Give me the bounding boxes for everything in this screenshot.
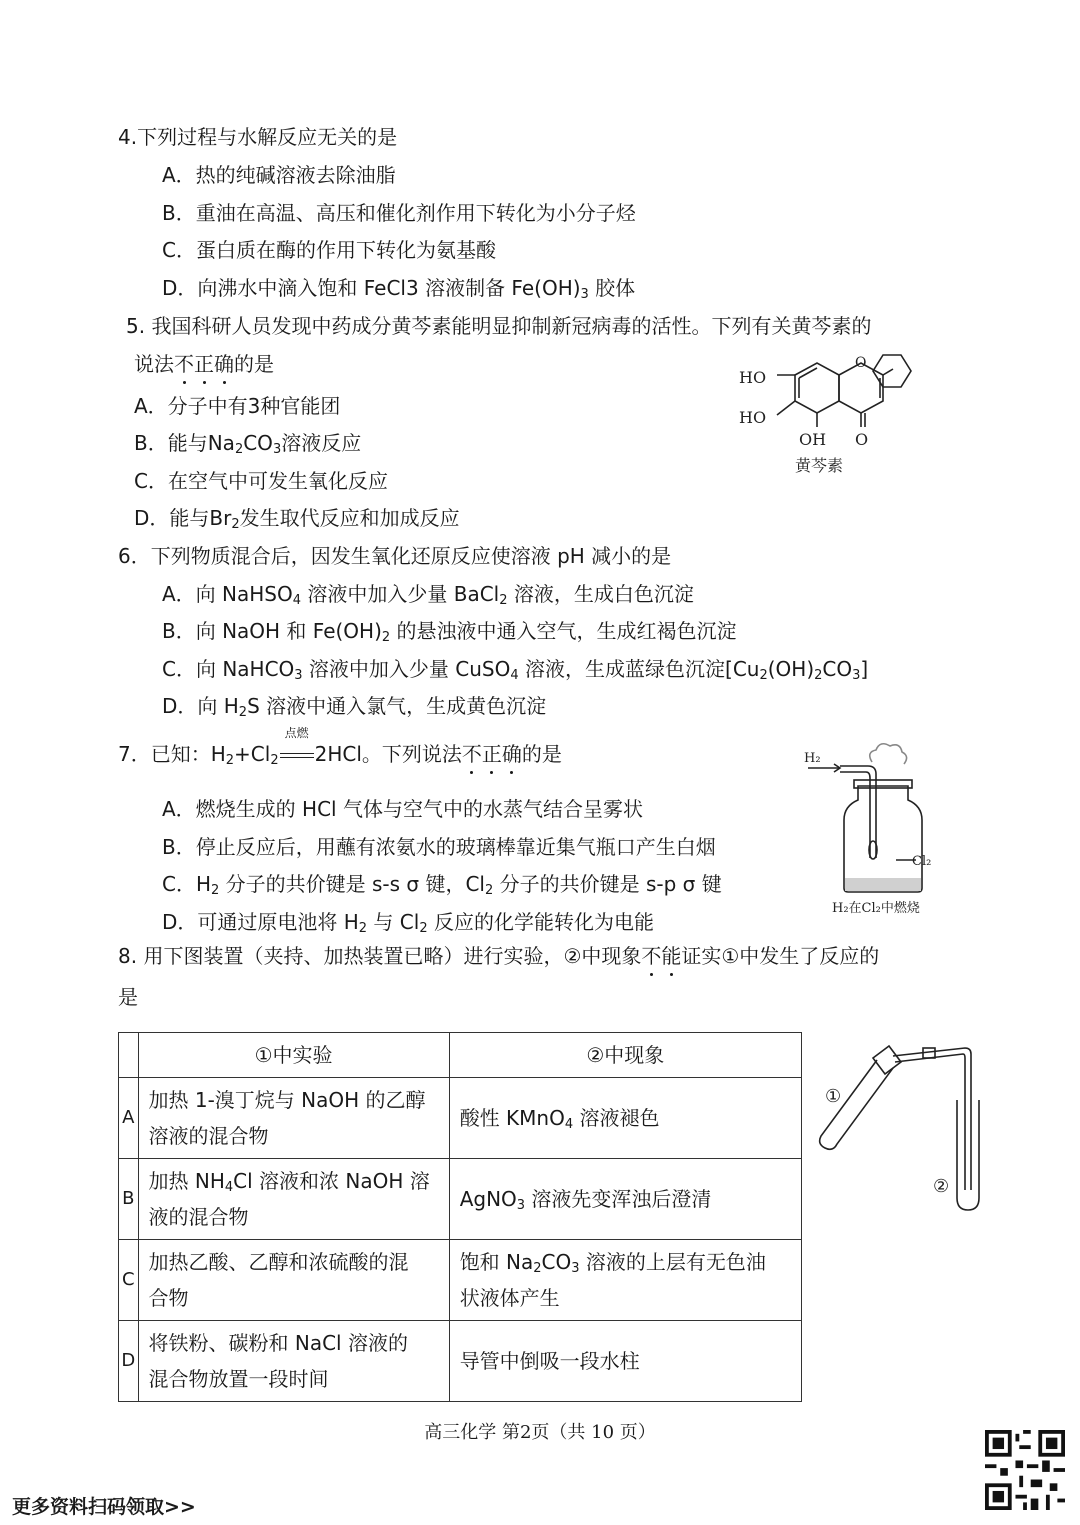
row-phenomenon: 酸性 KMnO$_4$ 溶液褪色 <box>449 1078 801 1159</box>
row-key: D <box>119 1321 139 1402</box>
table-row <box>119 1078 802 1159</box>
table-row <box>119 1321 802 1402</box>
combustion-caption: H₂在Cl₂中燃烧 <box>832 901 920 916</box>
q7-stem: 7．已知：$H_2+Cl_2$ 点燃 2HCl。下列说法不正确的是 <box>118 726 562 768</box>
q8-stem-line1: 8. 用下图装置（夹持、加热装置已略）进行实验，②中现象不能证实①中发生了反应的 <box>118 944 880 968</box>
table-header-phenomenon: ②中现象 <box>449 1033 801 1078</box>
mol-oh-label: OH <box>799 430 827 449</box>
row-key: B <box>119 1159 139 1240</box>
q8-stem-line2: 是 <box>118 985 138 1009</box>
row-key: C <box>119 1240 139 1321</box>
q5-option-c: C．在空气中可发生氧化反应 <box>134 469 388 493</box>
q6-option-a: A．向 NaHSO$_4$ 溶液中加入少量 BaCl$_2$ 溶液，生成白色沉淀 <box>162 582 694 608</box>
mol-ring-o-label: O <box>855 355 867 371</box>
q5-option-d: D．能与$Br_2$发生取代反应和加成反应 <box>134 506 460 532</box>
jar-bottom-liquid <box>845 878 921 891</box>
mol-ketone-o-label: O <box>855 430 869 449</box>
q5-stem-line1: 5. 我国科研人员发现中药成分黄芩素能明显抑制新冠病毒的活性。下列有关黄芩素的 <box>126 314 872 338</box>
row-key: A <box>119 1078 139 1159</box>
q5-option-b: B．能与$Na_2CO_3$溶液反应 <box>134 431 362 457</box>
q4-option-c: C．蛋白质在酶的作用下转化为氨基酸 <box>162 238 496 262</box>
q7-option-d: D．可通过原电池将 $H_2$ 与 $Cl_2$ 反应的化学能转化为电能 <box>162 910 654 936</box>
page-footer: 高三化学 第2页（共 10 页） <box>424 1422 656 1443</box>
baicalein-structure-figure <box>735 345 925 480</box>
apparatus-label-2: ② <box>933 1176 950 1197</box>
q6-option-d: D．向 $H_2S$ 溶液中通入氯气，生成黄色沉淀 <box>162 694 547 720</box>
test-tube-apparatus-figure <box>815 1040 995 1215</box>
table-row <box>119 1240 802 1321</box>
qr-code-icon[interactable] <box>985 1430 1065 1510</box>
reaction-condition-arrow: 点燃 <box>279 740 315 768</box>
promo-link[interactable]: 更多资料扫码领取>> <box>12 1496 196 1518</box>
row-experiment: 将铁粉、碳粉和 NaCl 溶液的 混合物放置一段时间 <box>138 1321 449 1402</box>
q4-option-b: B．重油在高温、高压和催化剂作用下转化为小分子烃 <box>162 201 636 225</box>
mol-ho-label-1: HO <box>739 368 767 387</box>
table-header-row <box>119 1033 802 1078</box>
row-phenomenon: 导管中倒吸一段水柱 <box>449 1321 801 1402</box>
experiment-table <box>118 1032 802 1402</box>
table-row <box>119 1159 802 1240</box>
h2-cl2-combustion-figure <box>800 740 950 918</box>
q7-option-a: A．燃烧生成的 HCl 气体与空气中的水蒸气结合呈雾状 <box>162 797 643 821</box>
q4-option-d: D．向沸水中滴入饱和 FeCl3 溶液制备 $Fe(OH)_3$ 胶体 <box>162 276 636 302</box>
table-header-blank <box>119 1033 139 1078</box>
cl2-label: Cl₂ <box>912 854 932 869</box>
row-experiment: 加热乙酸、乙醇和浓硫酸的混 合物 <box>138 1240 449 1321</box>
q6-option-c: C．向 NaHCO$_3$ 溶液中加入少量 CuSO$_4$ 溶液，生成蓝绿色沉淀$[Cu_2(OH)_2CO_3]$ <box>162 657 869 683</box>
row-phenomenon: AgNO$_3$ 溶液先变浑浊后澄清 <box>449 1159 801 1240</box>
q6-option-b: B．向 NaOH 和 $Fe(OH)_2$ 的悬浊液中通入空气，生成红褐色沉淀 <box>162 619 737 645</box>
row-experiment: 加热 1-溴丁烷与 NaOH 的乙醇 溶液的混合物 <box>138 1078 449 1159</box>
q5-option-a: A．分子中有3种官能团 <box>134 394 341 418</box>
q4-option-a: A．热的纯碱溶液去除油脂 <box>162 163 396 187</box>
row-experiment: 加热 $NH_4Cl$ 溶液和浓 NaOH 溶 液的混合物 <box>138 1159 449 1240</box>
apparatus-label-1: ① <box>825 1086 842 1107</box>
q7-option-c: C．$H_2$ 分子的共价键是 s-s σ 键，$Cl_2$ 分子的共价键是 s-p σ 键 <box>162 872 722 898</box>
q6-stem: 6．下列物质混合后，因发生氧化还原反应使溶液 pH 减小的是 <box>118 544 672 568</box>
q7-option-b: B．停止反应后，用蘸有浓氨水的玻璃棒靠近集气瓶口产生白烟 <box>162 835 716 859</box>
mol-ho-label-2: HO <box>739 408 767 427</box>
table-header-experiment: ①中实验 <box>138 1033 449 1078</box>
q5-stem-line2: 说法不正确的是 <box>134 352 274 376</box>
mol-caption: 黄芩素 <box>795 456 844 475</box>
row-phenomenon: 饱和 $Na_2CO_3$ 溶液的上层有无色油 状液体产生 <box>449 1240 801 1321</box>
q4-stem: 4.下列过程与水解反应无关的是 <box>118 125 398 149</box>
h2-inlet-label: H₂ <box>804 751 821 766</box>
